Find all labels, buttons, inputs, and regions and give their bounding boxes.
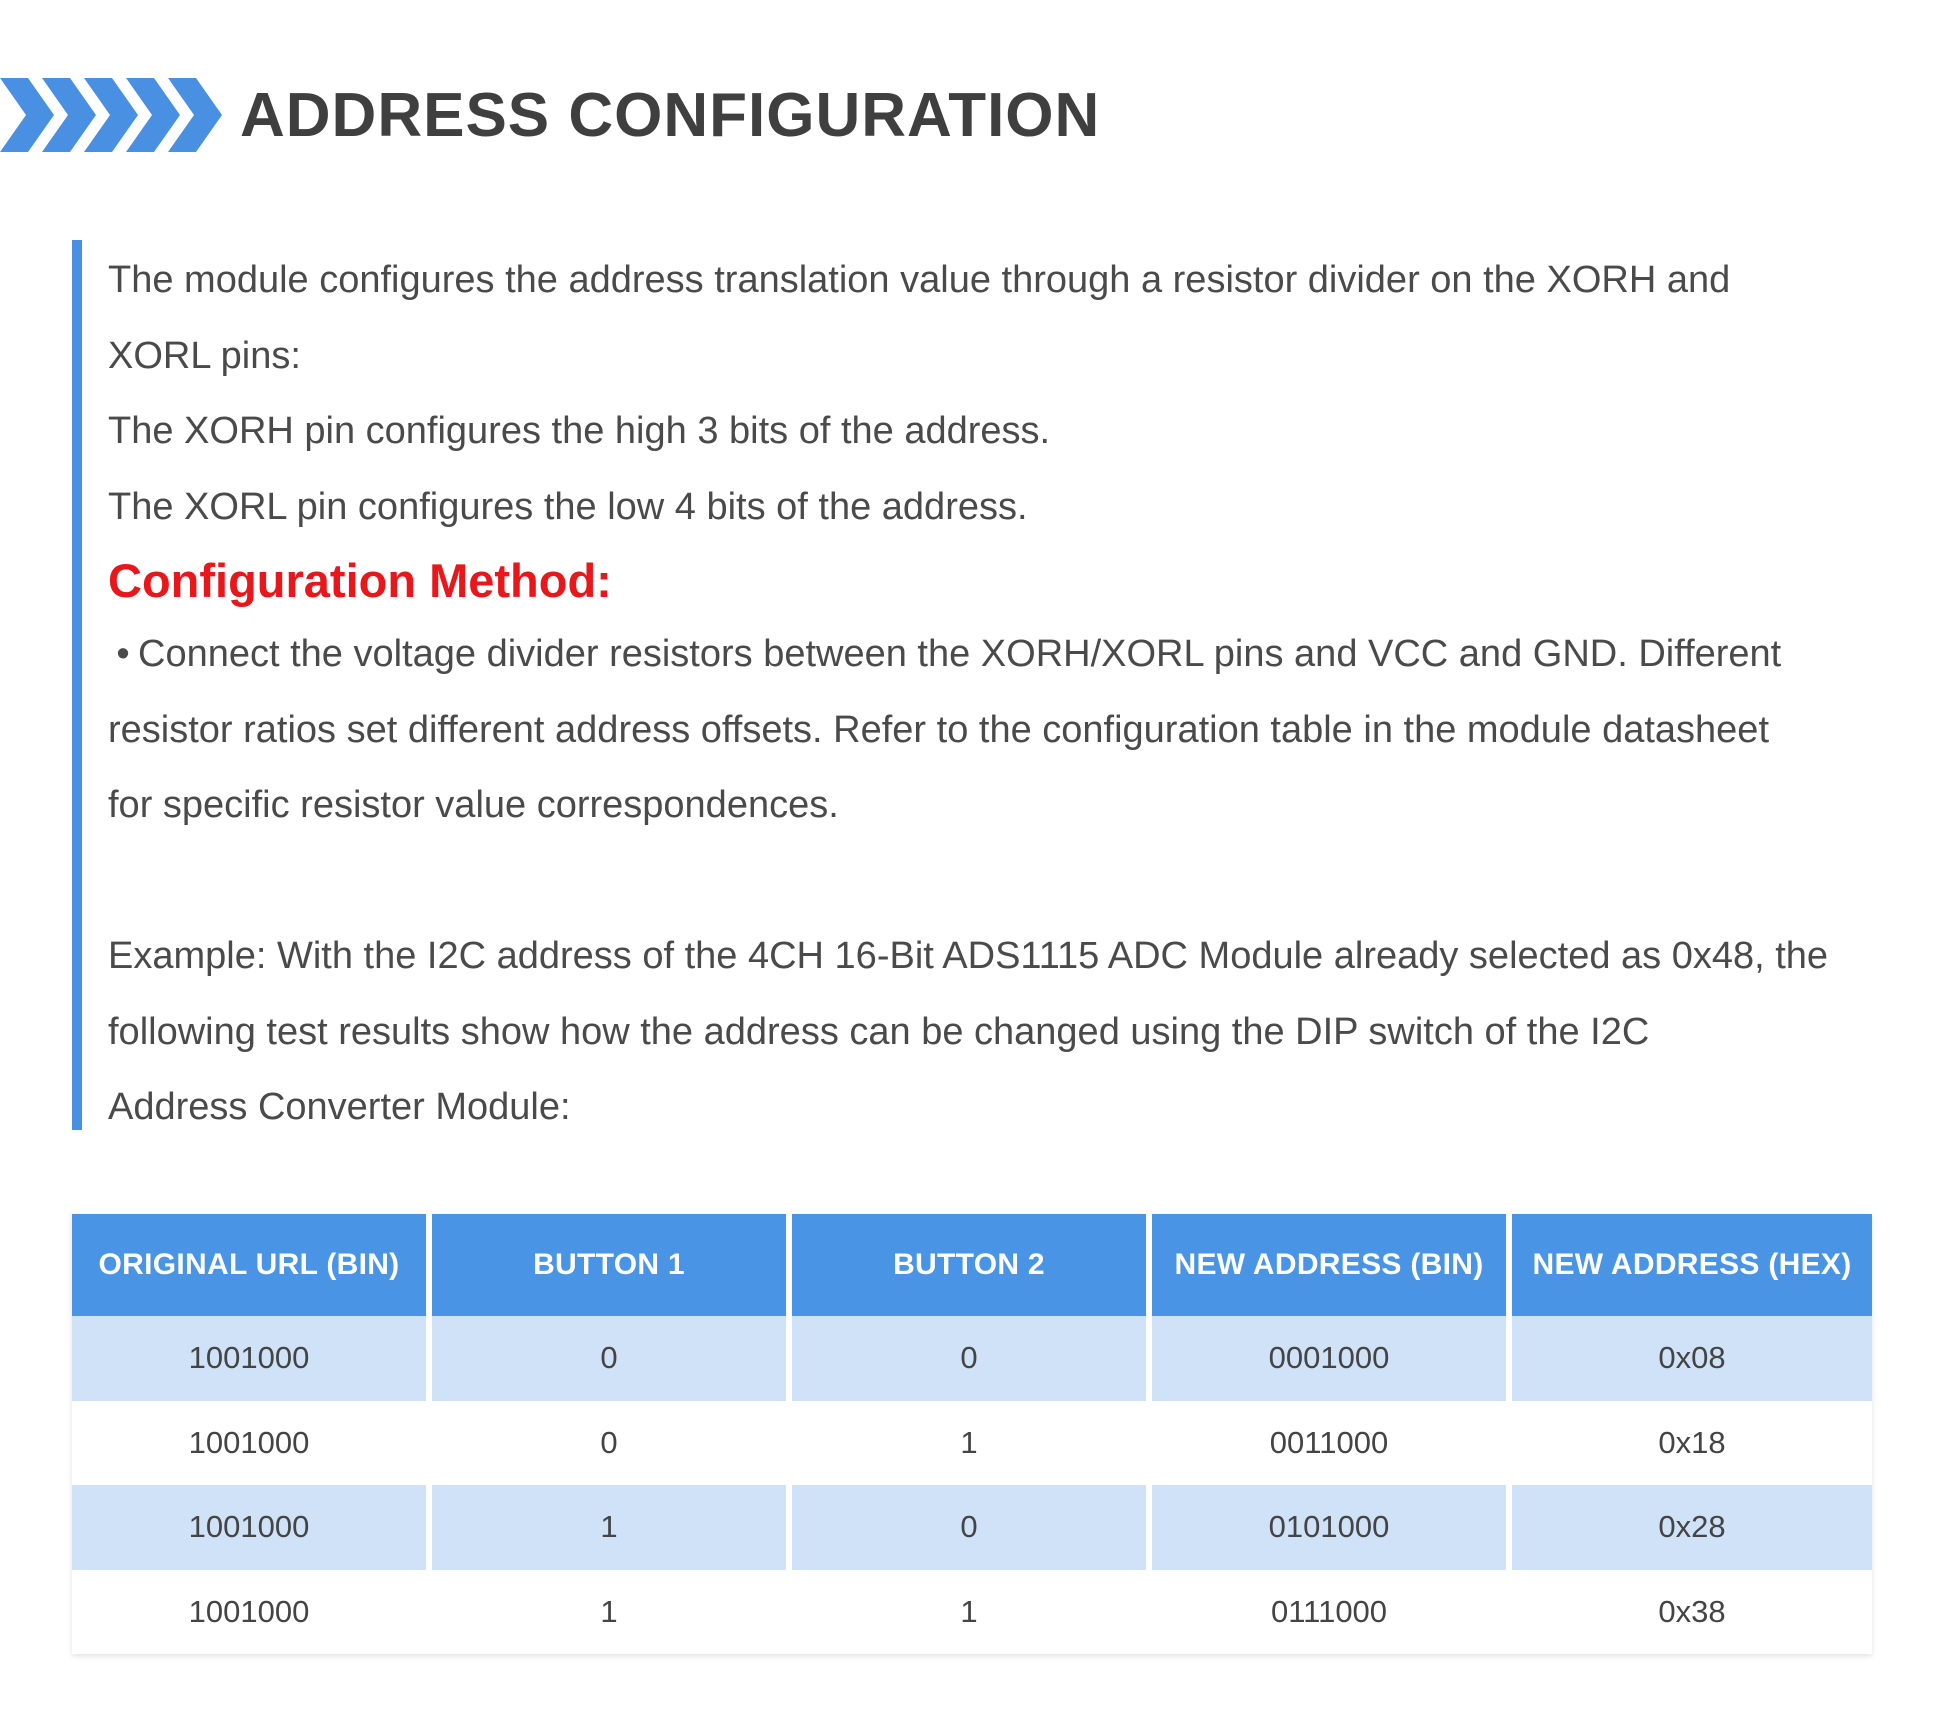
column-header: NEW ADDRESS (HEX)	[1512, 1214, 1872, 1316]
method-line-2: resistor ratios set different address offsets. Refer to the configuration table in the module datasheet	[108, 708, 1769, 751]
table-cell: 0001000	[1152, 1316, 1512, 1401]
example-line-3: Address Converter Module:	[108, 1086, 571, 1128]
xorl-description: The XORL pin configures the low 4 bits of the address.	[108, 485, 1028, 528]
section-header	[0, 70, 1100, 160]
bullet-icon: •	[116, 633, 130, 675]
chevrons-right-icon	[0, 75, 222, 155]
spacer	[108, 844, 1862, 920]
table-cell: 1	[792, 1570, 1152, 1655]
table-cell: 1	[432, 1570, 792, 1655]
xorh-description: The XORH pin configures the high 3 bits of the address.	[108, 410, 1051, 452]
table-cell: 0x28	[1512, 1485, 1872, 1570]
intro-line-1: The module configures the address translation value through a resistor divider on the XORH and	[108, 259, 1731, 301]
table-cell: 0x18	[1512, 1401, 1872, 1486]
column-header: ORIGINAL URL (BIN)	[72, 1214, 432, 1316]
table-cell: 0	[792, 1316, 1152, 1401]
table-cell: 1001000	[72, 1316, 432, 1401]
table-row	[72, 1401, 1872, 1486]
table-row	[72, 1485, 1872, 1570]
table-row	[72, 1316, 1872, 1401]
address-table	[72, 1214, 1872, 1654]
table-cell: 1001000	[72, 1401, 432, 1486]
method-line-3: for specific resistor value correspondences.	[108, 784, 839, 826]
table-cell: 1	[432, 1485, 792, 1570]
address-table-grid	[72, 1214, 1872, 1654]
table-cell: 0x38	[1512, 1570, 1872, 1655]
table-cell: 1001000	[72, 1485, 432, 1570]
page-title: ADDRESS CONFIGURATION	[240, 80, 1101, 150]
table-header-row	[72, 1214, 1872, 1316]
table-cell: 0111000	[1152, 1570, 1512, 1655]
table-cell: 0	[792, 1485, 1152, 1570]
method-heading: Configuration Method:	[108, 554, 612, 607]
table-row	[72, 1570, 1872, 1655]
method-text-1: Connect the voltage divider resistors between the XORH/XORL pins and VCC and GND. Different	[138, 633, 1782, 675]
table-cell: 0011000	[1152, 1401, 1512, 1486]
content-block	[72, 240, 1862, 1130]
example-line-2: following test results show how the address can be changed using the DIP switch of the I2C	[108, 1010, 1650, 1053]
table-cell: 1	[792, 1401, 1152, 1486]
table-cell: 0	[432, 1316, 792, 1401]
column-header: BUTTON 2	[792, 1214, 1152, 1316]
column-header: NEW ADDRESS (BIN)	[1152, 1214, 1512, 1316]
method-line-1	[108, 617, 1862, 693]
table-cell: 1001000	[72, 1570, 432, 1655]
table-cell: 0101000	[1152, 1485, 1512, 1570]
example-line-1: Example: With the I2C address of the 4CH 16-Bit ADS1115 ADC Module already selected as 0x48, the	[108, 935, 1829, 977]
column-header: BUTTON 1	[432, 1214, 792, 1316]
intro-line-2: XORL pins:	[108, 334, 301, 377]
table-cell: 0x08	[1512, 1316, 1872, 1401]
table-cell: 0	[432, 1401, 792, 1486]
